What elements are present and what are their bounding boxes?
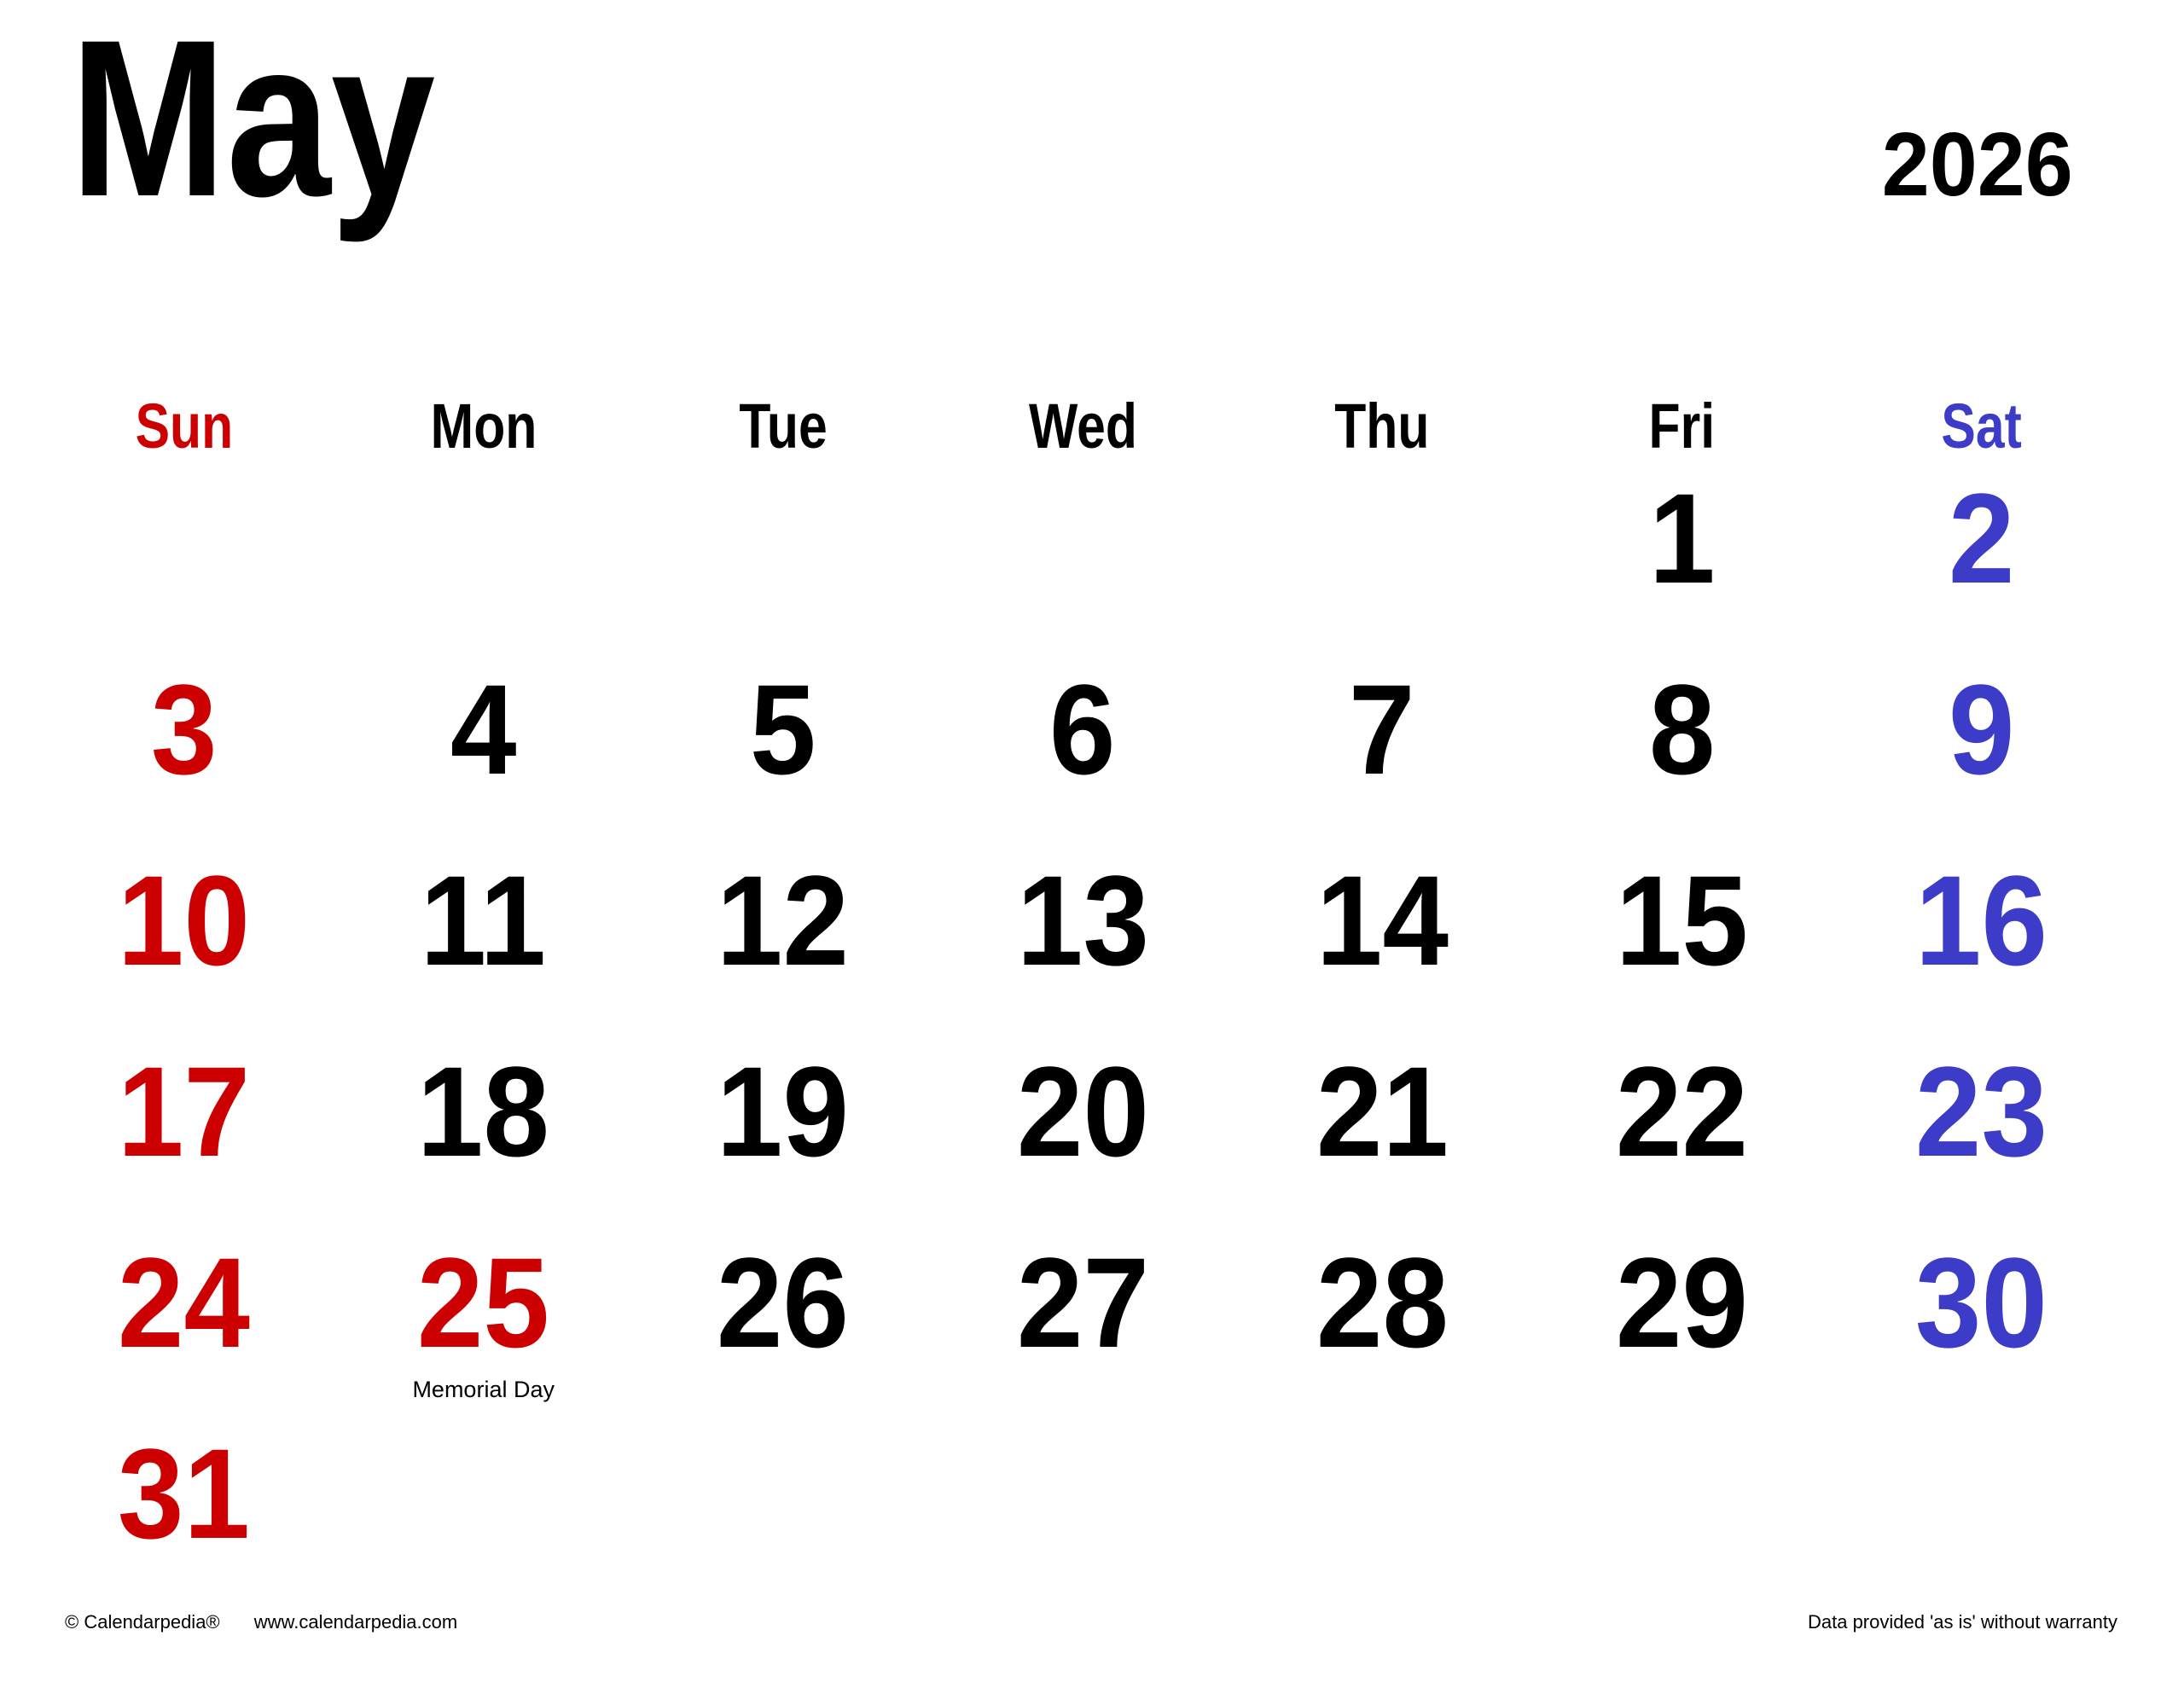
week-row-1 bbox=[34, 467, 2131, 665]
date-cell-31 bbox=[34, 1422, 334, 1597]
day-header-label: Sat bbox=[1941, 391, 2022, 461]
date-number: 29 bbox=[1615, 1231, 1748, 1374]
date-cell-empty bbox=[34, 474, 334, 665]
day-header-mon bbox=[334, 391, 633, 474]
year-text: 2026 bbox=[1881, 114, 2073, 215]
date-cell-empty bbox=[334, 474, 633, 665]
date-cell-19 bbox=[633, 1040, 932, 1238]
day-header-thu bbox=[1233, 391, 1532, 474]
week-row-3 bbox=[34, 849, 2131, 1047]
date-cell-29 bbox=[1532, 1231, 1832, 1430]
day-header-tue bbox=[633, 391, 932, 474]
date-number: 20 bbox=[1016, 1040, 1149, 1183]
date-number: 11 bbox=[420, 849, 547, 992]
date-cell-21 bbox=[1233, 1040, 1532, 1238]
date-number: 9 bbox=[1948, 658, 2015, 801]
date-number: 4 bbox=[450, 658, 517, 801]
date-number: 26 bbox=[717, 1231, 850, 1374]
date-number: 22 bbox=[1615, 1040, 1748, 1183]
date-cell-13 bbox=[932, 849, 1232, 1047]
date-cell-15 bbox=[1532, 849, 1832, 1047]
day-header-sat bbox=[1832, 391, 2131, 474]
day-header-sun bbox=[34, 391, 334, 474]
date-cell-empty bbox=[633, 1430, 932, 1597]
date-number: 25 bbox=[417, 1231, 550, 1374]
date-cell-16 bbox=[1832, 849, 2131, 1047]
copyright-text: © Calendarpedia® bbox=[65, 1611, 220, 1633]
month-title: May bbox=[70, 0, 436, 243]
date-cell-17 bbox=[34, 1040, 334, 1238]
date-number: 30 bbox=[1914, 1231, 2048, 1374]
date-number: 13 bbox=[1016, 849, 1149, 992]
date-cell-23 bbox=[1832, 1040, 2131, 1238]
date-number: 19 bbox=[717, 1040, 850, 1183]
date-cell-4 bbox=[334, 658, 633, 856]
date-cell-10 bbox=[34, 849, 334, 1047]
week-row-2 bbox=[34, 658, 2131, 856]
date-cell-18 bbox=[334, 1040, 633, 1238]
day-header-label: Wed bbox=[1028, 391, 1137, 461]
date-cell-empty bbox=[932, 1430, 1232, 1597]
date-cell-12 bbox=[633, 849, 932, 1047]
date-number: 18 bbox=[417, 1040, 550, 1183]
date-number: 17 bbox=[117, 1040, 251, 1183]
date-number: 24 bbox=[117, 1231, 251, 1374]
date-number: 7 bbox=[1349, 658, 1415, 801]
date-cell-empty bbox=[932, 474, 1232, 665]
date-cell-empty bbox=[334, 1430, 633, 1597]
week-row-5 bbox=[34, 1231, 2131, 1430]
date-number: 28 bbox=[1316, 1231, 1449, 1374]
date-cell-empty bbox=[633, 474, 932, 665]
date-number: 21 bbox=[1316, 1040, 1449, 1183]
day-header-label: Tue bbox=[739, 391, 828, 461]
footer-left bbox=[65, 1611, 457, 1633]
date-cell-11 bbox=[334, 849, 633, 1047]
date-cell-22 bbox=[1532, 1040, 1832, 1238]
date-cell-7 bbox=[1233, 658, 1532, 856]
date-cell-20 bbox=[932, 1040, 1232, 1238]
day-header-wed bbox=[932, 391, 1232, 474]
calendar-grid bbox=[34, 391, 2131, 1597]
date-number: 8 bbox=[1648, 658, 1716, 801]
day-header-row bbox=[34, 391, 2131, 474]
date-cell-25 bbox=[334, 1231, 633, 1430]
holiday-note: Memorial Day bbox=[412, 1377, 555, 1402]
date-number: 5 bbox=[750, 658, 816, 801]
date-number: 6 bbox=[1049, 658, 1116, 801]
date-number: 12 bbox=[717, 849, 850, 992]
date-cell-14 bbox=[1233, 849, 1532, 1047]
date-cell-empty bbox=[1532, 1430, 1832, 1597]
date-cell-26 bbox=[633, 1231, 932, 1430]
date-cell-empty bbox=[1233, 474, 1532, 665]
disclaimer-text: Data provided 'as is' without warranty bbox=[1807, 1611, 2117, 1633]
day-header-label: Fri bbox=[1648, 391, 1716, 461]
date-number: 2 bbox=[1948, 467, 2015, 610]
date-cell-empty bbox=[1233, 1430, 1532, 1597]
page-footer bbox=[0, 1611, 2184, 1633]
day-header-label: Thu bbox=[1334, 391, 1430, 461]
day-header-label: Sun bbox=[135, 391, 233, 461]
date-cell-9 bbox=[1832, 658, 2131, 856]
date-number: 16 bbox=[1914, 849, 2048, 992]
date-number: 23 bbox=[1914, 1040, 2048, 1183]
date-number: 27 bbox=[1016, 1231, 1149, 1374]
date-cell-6 bbox=[932, 658, 1232, 856]
date-number: 14 bbox=[1316, 849, 1449, 992]
week-row-4 bbox=[34, 1040, 2131, 1238]
date-number: 10 bbox=[117, 849, 251, 992]
date-cell-1 bbox=[1532, 467, 1832, 665]
date-cell-2 bbox=[1832, 467, 2131, 665]
website-text: www.calendarpedia.com bbox=[253, 1611, 458, 1633]
date-number: 1 bbox=[1648, 467, 1716, 610]
year-label bbox=[1872, 114, 2073, 215]
date-cell-27 bbox=[932, 1231, 1232, 1430]
date-number: 3 bbox=[150, 658, 218, 801]
date-number: 31 bbox=[117, 1422, 251, 1565]
day-header-label: Mon bbox=[430, 391, 537, 461]
date-cell-5 bbox=[633, 658, 932, 856]
date-cell-8 bbox=[1532, 658, 1832, 856]
date-cell-3 bbox=[34, 658, 334, 856]
date-cell-empty bbox=[1832, 1430, 2131, 1597]
date-cell-24 bbox=[34, 1231, 334, 1430]
date-cell-30 bbox=[1832, 1231, 2131, 1430]
week-row-6 bbox=[34, 1422, 2131, 1597]
date-number: 15 bbox=[1615, 849, 1748, 992]
day-header-fri bbox=[1532, 391, 1832, 474]
date-cell-28 bbox=[1233, 1231, 1532, 1430]
